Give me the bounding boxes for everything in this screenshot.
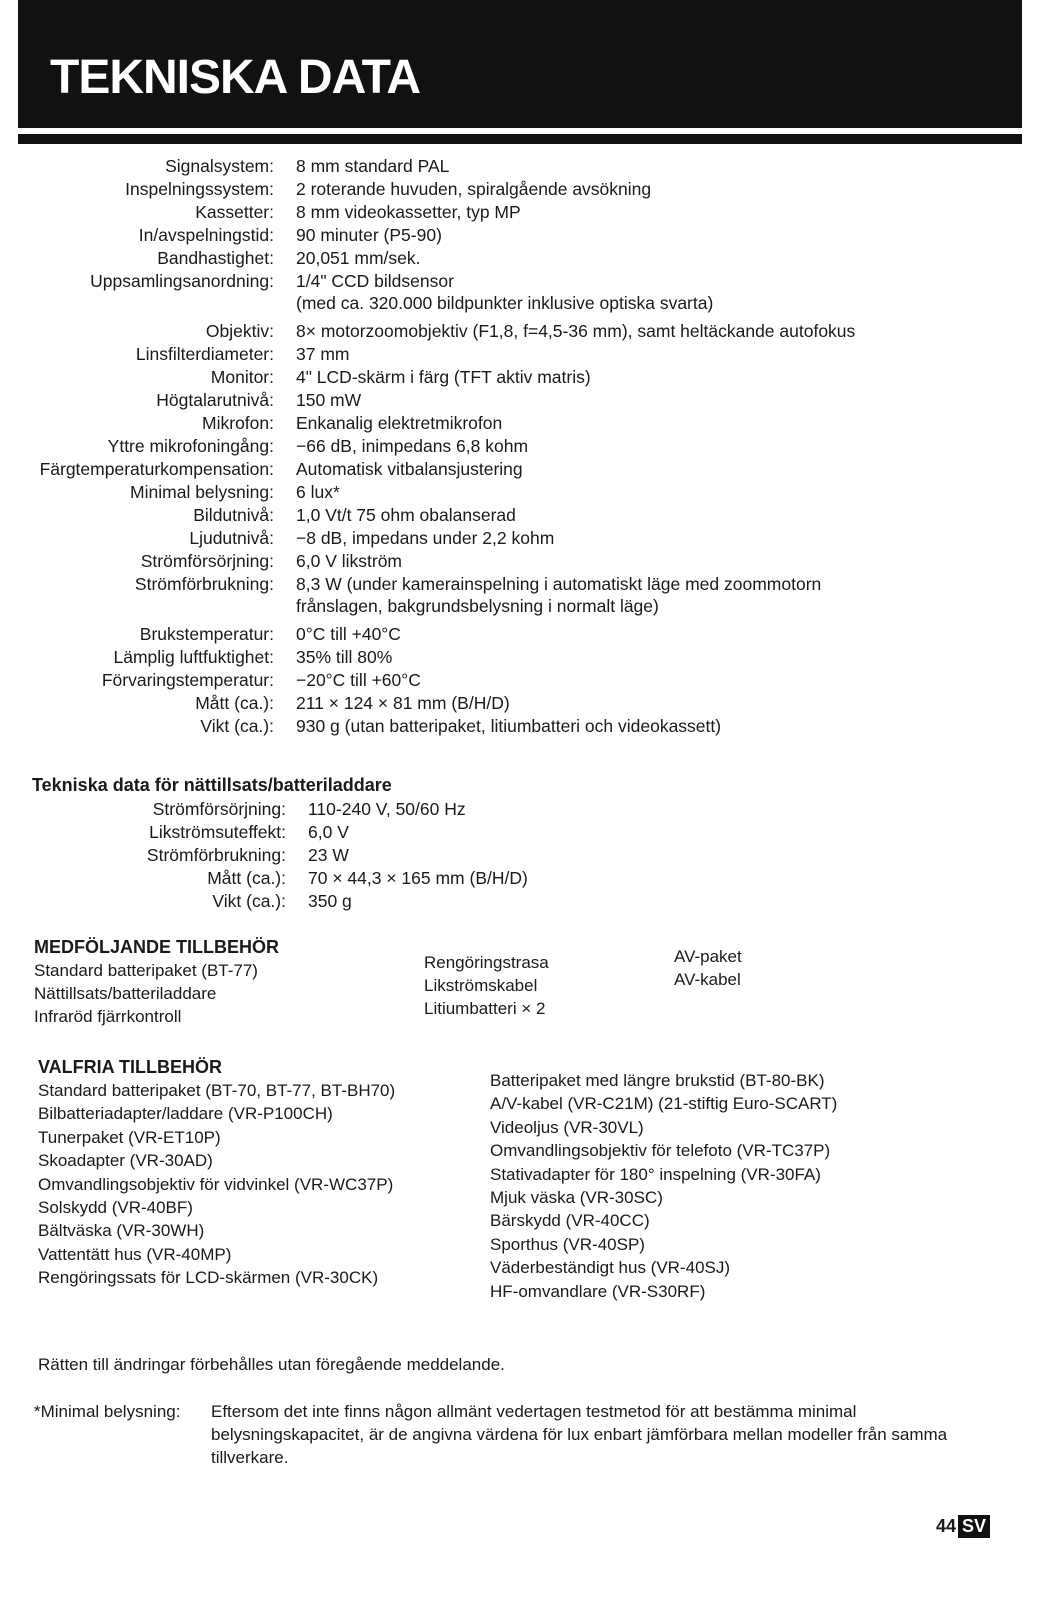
list-item: Omvandlingsobjektiv för telefoto (VR-TC37P)	[490, 1141, 831, 1161]
spec-value: Automatisk vitbalansjustering	[296, 459, 523, 479]
spec-row	[0, 669, 1039, 692]
included-column-1	[34, 959, 424, 1028]
included-column-3	[674, 935, 874, 1028]
spec-row	[0, 867, 1039, 890]
spec-row	[0, 412, 1039, 435]
spec-label: Likströmsuteffekt:	[149, 822, 286, 842]
spec-label: Ljudutnivå:	[189, 528, 274, 548]
spec-value-line: (med ca. 320.000 bildpunkter inklusive optiska svarta)	[296, 293, 714, 313]
list-item: Standard batteripaket (BT-70, BT-77, BT-BH70)	[38, 1081, 396, 1100]
list-item: Solskydd (VR-40BF)	[38, 1198, 193, 1218]
included-column-2	[424, 935, 674, 1028]
spec-label: Strömförbrukning:	[134, 574, 274, 594]
spec-label: Högtalarutnivå:	[156, 390, 274, 410]
spec-value: 4" LCD-skärm i färg (TFT aktiv matris)	[296, 367, 591, 387]
spec-row	[0, 435, 1039, 458]
footnote-text: Eftersom det inte finns någon allmänt vedertagen testmetod för att bestämma minimal belysningskapacitet, är de angivna värdena för lux enbart jämförbara mellan modeller från samma tillverkare.	[211, 1402, 948, 1467]
spec-value: 350 g	[308, 891, 352, 911]
spec-row	[0, 527, 1039, 550]
list-item: Väderbeständigt hus (VR-40SJ)	[490, 1258, 731, 1278]
spec-value: −66 dB, inimpedans 6,8 kohm	[296, 436, 529, 456]
spec-label: Strömförsörjning:	[140, 551, 274, 571]
spec-value: −20°C till +60°C	[296, 670, 421, 690]
spec-value: 1,0 Vt/t 75 ohm obalanserad	[296, 505, 516, 525]
spec-value: 6,0 V	[308, 822, 349, 842]
spec-row	[0, 458, 1039, 481]
spec-value: 150 mW	[296, 390, 362, 410]
spec-value: 20,051 mm/sek.	[296, 248, 421, 268]
spec-value: 211 × 124 × 81 mm (B/H/D)	[296, 693, 510, 713]
optional-accessories	[38, 1055, 1008, 1303]
spec-label: Vikt (ca.):	[200, 716, 274, 736]
spec-row	[0, 247, 1039, 270]
language-badge: SV	[958, 1515, 990, 1538]
spec-value-line: 1/4" CCD bildsensor	[296, 271, 454, 291]
charger-spec-list	[0, 798, 1039, 913]
optional-column-1	[38, 1079, 490, 1303]
spec-value: −8 dB, impedans under 2,2 kohm	[296, 528, 555, 548]
list-item: Skoadapter (VR-30AD)	[38, 1151, 213, 1171]
spec-label: Mikrofon:	[202, 413, 274, 433]
spec-label: Yttre mikrofoningång:	[107, 436, 274, 456]
list-item: Videoljus (VR-30VL)	[490, 1117, 644, 1137]
optional-title: VALFRIA TILLBEHÖR	[38, 1057, 222, 1077]
spec-value	[296, 573, 1039, 617]
spec-label: In/avspelningstid:	[138, 225, 274, 245]
list-item: HF-omvandlare (VR-S30RF)	[490, 1281, 706, 1301]
spec-value: 6,0 V likström	[296, 551, 402, 571]
list-item: Batteripaket med längre brukstid (BT-80-BK)	[490, 1071, 825, 1090]
spec-label: Förvaringstemperatur:	[101, 670, 274, 690]
spec-label: Monitor:	[210, 367, 274, 387]
spec-value: 110-240 V, 50/60 Hz	[308, 799, 466, 819]
spec-value: 8× motorzoomobjektiv (F1,8, f=4,5-36 mm), samt heltäckande autofokus	[296, 321, 856, 341]
spec-value	[296, 270, 1039, 314]
spec-row	[0, 550, 1039, 573]
list-item: Likströmskabel	[424, 976, 538, 995]
spec-label: Linsfilterdiameter:	[135, 344, 274, 364]
spec-row	[0, 821, 1039, 844]
list-item: Tunerpaket (VR-ET10P)	[38, 1127, 221, 1147]
list-item: Litiumbatteri × 2	[424, 999, 546, 1018]
spec-row	[0, 155, 1039, 178]
page-number	[936, 1515, 990, 1538]
list-item: Standard batteripaket (BT-77)	[34, 961, 258, 980]
spec-row	[0, 692, 1039, 715]
spec-label: Bandhastighet:	[157, 248, 274, 268]
optional-column-2	[490, 1055, 970, 1303]
page-title: TEKNISKA DATA	[50, 51, 421, 104]
list-item: Bilbatteriadapter/laddare (VR-P100CH)	[38, 1104, 333, 1124]
page-number-value: 44	[936, 1516, 957, 1536]
spec-value: 2 roterande huvuden, spiralgående avsökning	[296, 179, 652, 199]
spec-label: Lämplig luftfuktighet:	[113, 647, 274, 667]
list-item: AV-paket	[674, 947, 742, 966]
list-item: Bärskydd (VR-40CC)	[490, 1211, 650, 1231]
spec-row	[0, 481, 1039, 504]
spec-row	[0, 623, 1039, 646]
charger-section-title: Tekniska data för nättillsats/batteriladdare	[32, 775, 392, 795]
footnote-label: *Minimal belysning:	[34, 1402, 181, 1421]
spec-row	[0, 224, 1039, 247]
spec-row	[0, 178, 1039, 201]
list-item: Vattentätt hus (VR-40MP)	[38, 1244, 232, 1264]
main-spec-list	[0, 155, 1039, 738]
spec-row	[0, 890, 1039, 913]
spec-label: Signalsystem:	[165, 156, 274, 176]
spec-value: 8 mm videokassetter, typ MP	[296, 202, 521, 222]
spec-value: 8 mm standard PAL	[296, 156, 450, 176]
list-item: Rengöringssats för LCD-skärmen (VR-30CK)	[38, 1268, 379, 1288]
spec-label: Strömförsörjning:	[152, 799, 286, 819]
spec-label: Bildutnivå:	[193, 505, 274, 525]
spec-row	[0, 504, 1039, 527]
spec-value: 6 lux*	[296, 482, 340, 502]
included-accessories	[34, 935, 1014, 1028]
list-item: Rengöringstrasa	[424, 953, 549, 972]
list-item: Infraröd fjärrkontroll	[34, 1007, 182, 1026]
footnote	[34, 1400, 994, 1469]
optional-columns	[38, 1071, 1008, 1303]
header-rule	[18, 134, 1022, 144]
list-item: Nättillsats/batteriladdare	[34, 984, 217, 1003]
included-title: MEDFÖLJANDE TILLBEHÖR	[34, 937, 279, 957]
spec-label: Mått (ca.):	[195, 693, 274, 713]
list-item: Mjuk väska (VR-30SC)	[490, 1188, 663, 1208]
spec-row	[0, 320, 1039, 343]
spec-row	[0, 389, 1039, 412]
spec-label: Inspelningssystem:	[125, 179, 274, 199]
spec-label: Uppsamlingsanordning:	[90, 271, 274, 291]
spec-label: Objektiv:	[205, 321, 274, 341]
spec-label: Mått (ca.):	[207, 868, 286, 888]
spec-label: Vikt (ca.):	[212, 891, 286, 911]
spec-row	[0, 646, 1039, 669]
list-item: Stativadapter för 180° inspelning (VR-30FA)	[490, 1164, 821, 1184]
spec-label: Kassetter:	[195, 202, 274, 222]
list-item: Omvandlingsobjektiv för vidvinkel (VR-WC37P)	[38, 1174, 394, 1194]
spec-row	[0, 715, 1039, 738]
list-item: Sporthus (VR-40SP)	[490, 1234, 645, 1254]
list-item: A/V-kabel (VR-C21M) (21-stiftig Euro-SCART)	[490, 1094, 838, 1114]
page-header	[18, 0, 1022, 128]
spec-label: Minimal belysning:	[130, 482, 274, 502]
spec-value: 930 g (utan batteripaket, litiumbatteri och videokassett)	[296, 716, 722, 736]
list-item: Bältväska (VR-30WH)	[38, 1221, 205, 1241]
spec-row	[0, 343, 1039, 366]
spec-value: 0°C till +40°C	[296, 624, 401, 644]
spec-value: Enkanalig elektretmikrofon	[296, 413, 503, 433]
spec-row	[0, 201, 1039, 224]
change-notice: Rätten till ändringar förbehålles utan föregående meddelande.	[38, 1355, 505, 1374]
spec-label: Färgtemperaturkompensation:	[39, 459, 274, 479]
spec-row	[0, 270, 1039, 314]
spec-row	[0, 366, 1039, 389]
spec-row	[0, 798, 1039, 821]
spec-value-line: 8,3 W (under kamerainspelning i automatiskt läge med zoommotorn	[296, 574, 822, 594]
spec-value: 23 W	[308, 845, 349, 865]
spec-label: Brukstemperatur:	[139, 624, 274, 644]
spec-row	[0, 573, 1039, 617]
spec-value: 90 minuter (P5-90)	[296, 225, 442, 245]
spec-value: 70 × 44,3 × 165 mm (B/H/D)	[308, 868, 528, 888]
spec-label: Strömförbrukning:	[146, 845, 286, 865]
spec-row	[0, 844, 1039, 867]
spec-value-line: frånslagen, bakgrundsbelysning i normalt läge)	[296, 596, 659, 616]
spec-value: 37 mm	[296, 344, 350, 364]
spec-value: 35% till 80%	[296, 647, 393, 667]
list-item: AV-kabel	[674, 970, 741, 989]
